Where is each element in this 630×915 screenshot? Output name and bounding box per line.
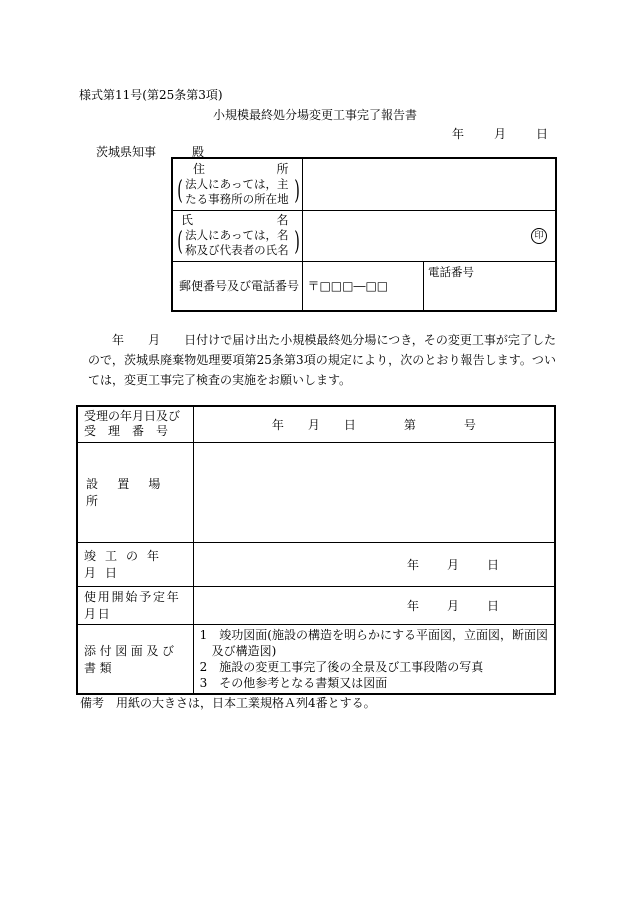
applicant-address-row: [172, 158, 556, 210]
location-label-cell: [77, 442, 193, 542]
completion-row: [77, 542, 555, 586]
remarks: 備考 用紙の大きさは，日本工業規格Ａ列4番とする。: [80, 696, 376, 710]
name-input-cell[interactable]: [303, 210, 556, 261]
attachments-label-cell: [77, 624, 193, 694]
body-text: [88, 330, 556, 390]
name-note-line1: 法人にあっては，名: [185, 228, 289, 242]
applicant-postal-row: [172, 261, 556, 311]
address-note-line1: 法人にあっては，主: [185, 176, 289, 191]
phone-cell[interactable]: [423, 261, 556, 311]
completion-date-cell[interactable]: [193, 542, 555, 586]
name-note-line2: 称及び代表者の氏名: [185, 243, 289, 257]
name-label-a: 氏: [181, 213, 194, 227]
address-note-line2: たる事務所の所在地: [185, 191, 289, 206]
receipt-label-line2: 受 理 番 号: [84, 424, 169, 439]
attachment-item: 1 竣功図面(施設の構造を明らかにする平面図，立面図，断面図: [199, 627, 548, 642]
attachment-item: 2 施設の変更工事完了後の全景及び工事段階の写真: [199, 659, 484, 674]
location-row: [77, 442, 555, 542]
start-month: 月: [446, 598, 459, 613]
completion-year: 年: [406, 557, 419, 572]
address-label-cell: 住 所 ( 法人にあっては，主 たる事務所の所在地 ): [172, 158, 303, 210]
form-title: 小規模最終処分場変更工事完了報告書: [212, 108, 417, 122]
address-label-a: 住: [193, 161, 206, 176]
completion-label: 竣工の年月日: [84, 549, 169, 580]
report-table: [76, 405, 556, 695]
attachments-row: [77, 624, 555, 694]
completion-label-cell: [77, 542, 193, 586]
receipt-value[interactable]: 年 月 日 第 号: [193, 406, 555, 442]
phone-label: 電話番号: [427, 264, 474, 279]
receipt-label-cell: [77, 406, 193, 442]
receipt-row: [77, 406, 555, 442]
form-number: 様式第11号(第25条第3項): [79, 88, 223, 102]
body-paragraph: 年 月 日付けで届け出た小規模最終処分場につき，その変更工事が完了したので，茨城県廃棄物処理要項第25条第3項の規定により，次のとおり報告します。ついては，変更工事完了検査の実施をお願いします。: [88, 333, 556, 387]
address-label-b: 所: [276, 161, 289, 176]
attachment-item: 3 その他参考となる書類又は図面: [199, 675, 388, 690]
location-label-text: 設置場所: [86, 477, 180, 508]
start-label: 使用開始予定年月日: [84, 590, 181, 621]
start-date-cell[interactable]: [193, 586, 555, 624]
attachments-list: [193, 624, 555, 694]
attachment-item: 及び構造図): [199, 643, 277, 658]
date-year: 年: [451, 127, 464, 141]
report-date: [452, 125, 548, 142]
postal-phone-label: 郵便番号及び電話番号: [172, 261, 303, 311]
location-label: [84, 475, 187, 509]
date-day: 日: [535, 127, 548, 141]
start-day: 日: [486, 598, 499, 613]
postal-code-field[interactable]: 〒□□□―□□: [303, 261, 424, 311]
applicant-name-row: [172, 210, 556, 261]
completion-month: 月: [446, 557, 459, 572]
completion-day: 日: [486, 557, 499, 572]
receipt-label-line1: 受理の年月日及び: [84, 409, 181, 424]
addressee: 茨城県知事 殿: [96, 145, 205, 159]
date-month: 月: [493, 127, 506, 141]
name-label-cell: 氏 名 ( 法人にあっては，名 称及び代表者の氏名 ): [172, 210, 303, 261]
address-input[interactable]: [303, 158, 556, 210]
name-label-b: 名: [276, 213, 289, 227]
applicant-table: [171, 157, 557, 312]
location-input[interactable]: [193, 442, 555, 542]
start-label-cell: [77, 586, 193, 624]
start-row: [77, 586, 555, 624]
start-year: 年: [406, 598, 419, 613]
attachments-label: 添付図面及び書類: [84, 643, 178, 675]
seal-mark: 印: [531, 228, 547, 244]
